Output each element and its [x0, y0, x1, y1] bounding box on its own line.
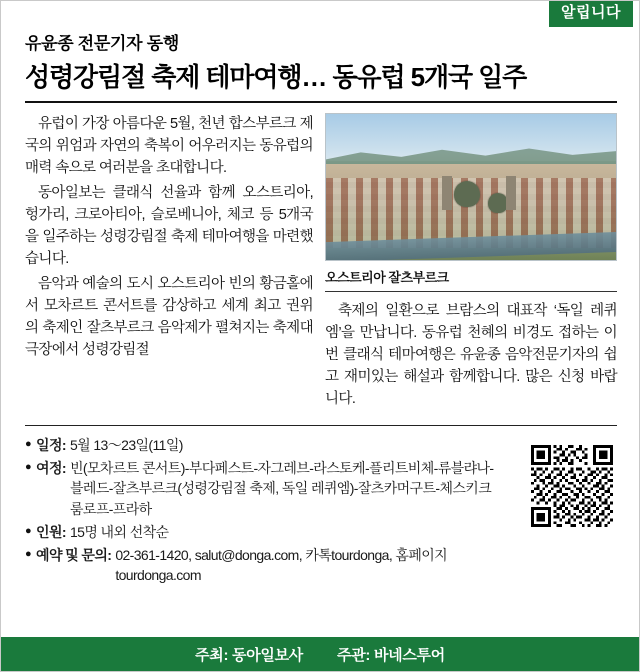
- info-value: 02-361-1420, salut@donga.com, 카톡tourdonga, 홈페이지tourdonga.com: [115, 546, 448, 584]
- bullet-icon: ●: [25, 547, 32, 560]
- footer-organizer: 주관: 바네스투어: [337, 646, 445, 664]
- paragraph: 동아일보는 클래식 선율과 함께 오스트리아, 헝가리, 크로아티아, 슬로베니아, 체코 등 5개국을 일주하는 성령강림절 축제 테마여행을 마련했습니다.: [25, 184, 313, 268]
- headline-divider: [25, 101, 617, 103]
- text-column-left: [25, 113, 313, 364]
- list-item: [25, 435, 495, 456]
- list-item: [25, 458, 495, 520]
- caption-divider: [325, 291, 617, 292]
- trip-info-list: [25, 435, 495, 586]
- footer-host: 주최: 동아일보사: [195, 646, 303, 664]
- qr-code-icon: [531, 445, 613, 527]
- info-divider: [25, 425, 617, 426]
- info-value: 빈(모차르트 콘서트)-부다페스트-자그레브-라스토케-플리트비체-류블랴나-블레드-잘츠부르크(성령강림절 축제, 독일 레퀴엠)-잘츠카머구트-체스키크룸로프-프라하: [69, 459, 494, 518]
- bullet-icon: ●: [25, 524, 32, 537]
- paragraph: 축제의 일환으로 브람스의 대표작 ‘독일 레퀴엠’을 만납니다. 동유럽 천혜의 비경도 접하는 이번 클래식 테마여행은 유윤종 음악전문기자의 쉽고 재미있는 해설과 함께합니다. 많은 신청 바랍니다.: [325, 302, 617, 408]
- photo-church-tower: [442, 176, 452, 210]
- photo-caption: 오스트리아 잘츠부르크: [325, 269, 449, 285]
- bullet-icon: ●: [25, 460, 32, 473]
- notice-badge: 알립니다: [549, 1, 633, 27]
- footer-bar: [1, 637, 639, 671]
- info-label: 예약 및 문의:: [36, 546, 112, 563]
- info-value: 15명 내외 선착순: [69, 523, 169, 540]
- list-item: [25, 545, 495, 586]
- trip-info-block: [25, 435, 617, 586]
- list-item: [25, 522, 495, 543]
- qr-code[interactable]: [529, 443, 615, 529]
- article-content: [25, 29, 617, 588]
- info-label: 인원:: [36, 523, 66, 540]
- page-title: 성령강림절 축제 테마여행… 동유럽 5개국 일주: [25, 62, 527, 92]
- salzburg-photo: [325, 113, 617, 261]
- bullet-icon: ●: [25, 438, 32, 451]
- info-label: 일정:: [36, 437, 66, 454]
- article-body: [25, 113, 617, 413]
- info-label: 여정:: [36, 459, 66, 476]
- article-kicker: 유윤종 전문기자 동행: [25, 34, 179, 53]
- photo-column-right: [325, 113, 617, 413]
- paragraph: 음악과 예술의 도시 오스트리아 빈의 황금홀에서 모차르트 콘서트를 감상하고 세계 최고 권위의 축제인 잘츠부르크 음악제가 펼쳐지는 축제대극장에서 성령강림절: [25, 276, 313, 359]
- info-value: 5월 13～23일(11일): [69, 437, 183, 454]
- photo-cathedral-dome: [454, 181, 480, 207]
- photo-church-tower: [506, 176, 516, 210]
- paragraph: 유럽이 가장 아름다운 5월, 천년 합스부르크 제국의 위엄과 자연의 축복이 어우러지는 동유럽의 매력 속으로 여러분을 초대합니다.: [25, 115, 313, 176]
